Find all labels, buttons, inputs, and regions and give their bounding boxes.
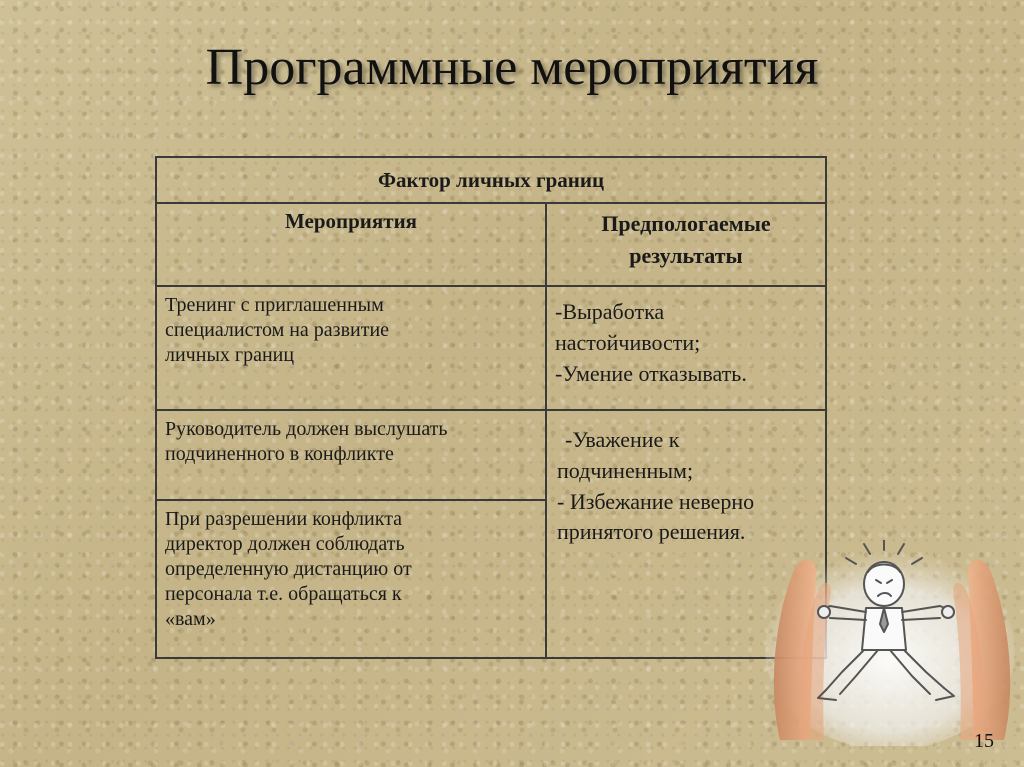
event-line: Тренинг с приглашенным: [165, 294, 384, 316]
result-line: -Выработка: [555, 299, 665, 324]
table-row: [156, 410, 826, 500]
event-line: Руководитель должен выслушать: [165, 418, 448, 440]
event-line: При разрешении конфликта: [165, 508, 403, 530]
event-cell: [156, 500, 546, 658]
result-line: подчиненным;: [557, 457, 694, 483]
column-header-results-line2: результаты: [629, 242, 743, 268]
result-line: - Избежание неверно: [557, 488, 755, 514]
table-row: [156, 286, 826, 410]
table-header-factor: Фактор личных границ: [156, 157, 826, 203]
result-line: настойчивости;: [555, 329, 701, 355]
event-cell: [156, 410, 546, 500]
event-line: персонала т.е. обращаться к: [165, 583, 402, 605]
event-line: подчиненного в конфликте: [165, 443, 394, 465]
event-cell: [156, 286, 546, 410]
column-header-results-line1: Предпологаемые: [601, 211, 771, 236]
slide-number: 15: [974, 730, 994, 752]
person-between-hands-icon: [760, 540, 1024, 746]
event-line: директор должен соблюдать: [165, 533, 405, 555]
result-cell: [546, 286, 826, 410]
result-line: -Уважение к: [565, 427, 680, 452]
slide-title: Программные мероприятия: [205, 39, 819, 96]
event-line: определенную дистанцию от: [165, 558, 412, 580]
event-line: «вам»: [165, 608, 216, 630]
result-line: принятого решения.: [557, 519, 746, 545]
event-line: личных границ: [165, 344, 295, 366]
column-header-events: Мероприятия: [156, 203, 546, 286]
event-line: специалистом на развитие: [165, 319, 390, 341]
factor-table: [155, 156, 827, 659]
column-header-results: [546, 203, 826, 286]
result-line: -Умение отказывать.: [555, 360, 747, 386]
